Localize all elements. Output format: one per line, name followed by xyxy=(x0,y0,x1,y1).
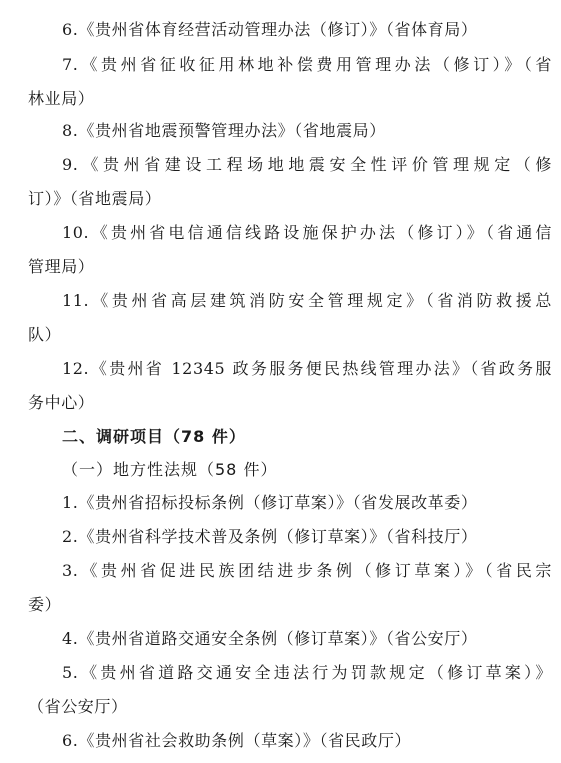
text-line-7: 10.《贵州省电信通信线路设施保护办法（修订）》（省通信 xyxy=(62,223,552,242)
text-line-19: 4.《贵州省道路交通安全条例（修订草案）》（省公安厅） xyxy=(62,629,478,648)
text-line-11: 12.《贵州省 12345 政务服务便民热线管理办法》（省政务服 xyxy=(62,359,552,378)
text-line-16: 2.《贵州省科学技术普及条例（修订草案）》（省科技厅） xyxy=(62,527,478,546)
text-line-12: 务中心） xyxy=(28,393,95,412)
text-line-15: 1.《贵州省招标投标条例（修订草案）》（省发展改革委） xyxy=(62,493,478,512)
text-line-18: 委） xyxy=(28,595,62,614)
subsection-heading: （一）地方性法规（58 件） xyxy=(62,460,278,479)
text-line-10: 队） xyxy=(28,325,62,344)
text-line-3: 林业局） xyxy=(28,89,95,108)
text-line-21: （省公安厅） xyxy=(28,697,128,716)
text-line-1: 6.《贵州省体育经营活动管理办法（修订）》（省体育局） xyxy=(62,20,478,39)
text-line-8: 管理局） xyxy=(28,257,95,276)
text-line-22: 6.《贵州省社会救助条例（草案）》（省民政厅） xyxy=(62,731,412,750)
section-heading: 二、调研项目（78 件） xyxy=(62,427,246,446)
text-line-9: 11.《贵州省高层建筑消防安全管理规定》（省消防救援总 xyxy=(62,291,552,310)
text-line-2: 7.《贵州省征收征用林地补偿费用管理办法（修订）》（省 xyxy=(62,55,552,74)
text-line-17: 3.《贵州省促进民族团结进步条例（修订草案）》（省民宗 xyxy=(62,561,552,580)
text-line-6: 订）》（省地震局） xyxy=(28,189,162,208)
text-line-5: 9.《贵州省建设工程场地地震安全性评价管理规定（修 xyxy=(62,155,552,174)
text-line-20: 5.《贵州省道路交通安全违法行为罚款规定（修订草案）》 xyxy=(62,663,552,682)
text-line-4: 8.《贵州省地震预警管理办法》（省地震局） xyxy=(62,121,386,140)
